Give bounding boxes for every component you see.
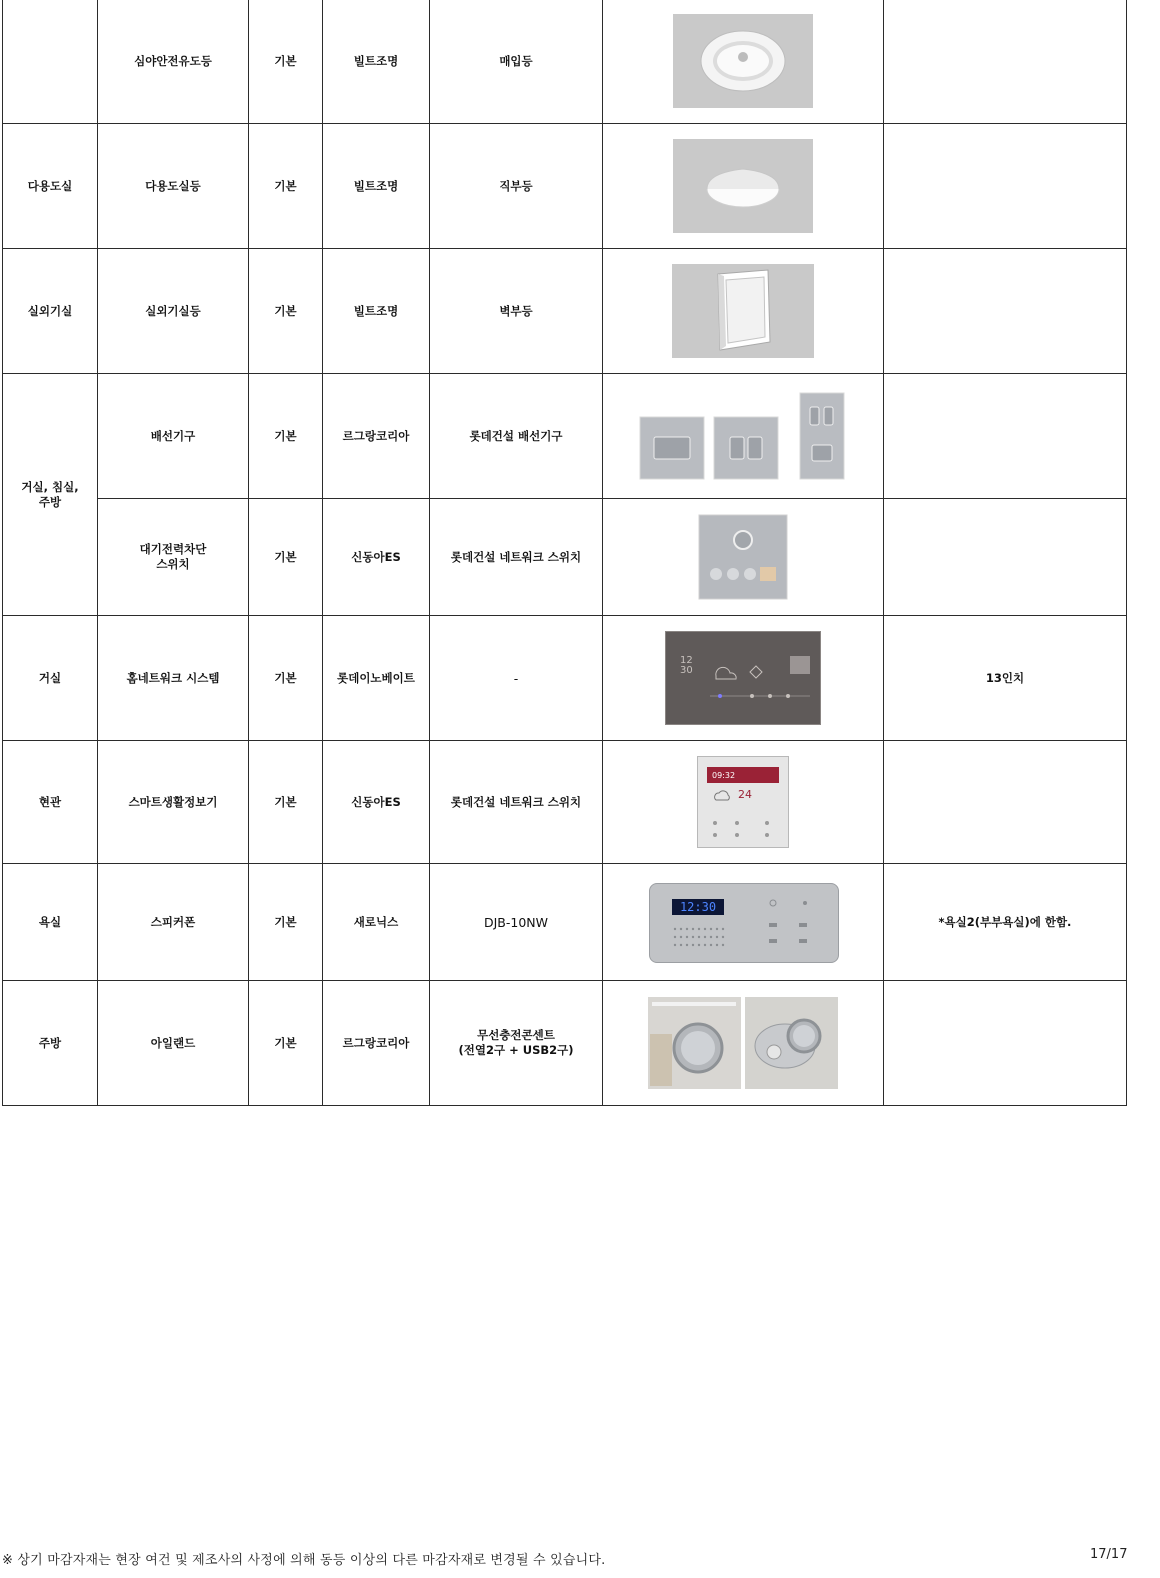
recessed-light-image (673, 14, 813, 108)
table-row (3, 124, 1127, 249)
item-cell: 실외기실등 (98, 249, 249, 374)
image-cell (603, 616, 884, 741)
page-number: 17/17 (1090, 1547, 1128, 1562)
spec-cell: 기본 (249, 0, 323, 124)
image-cell (603, 0, 884, 124)
maker-cell: 르그랑코리아 (323, 981, 430, 1106)
table-row (3, 499, 1127, 616)
spec-cell: 기본 (249, 864, 323, 981)
maker-cell: 빌트조명 (323, 249, 430, 374)
smart-info-display-image (697, 756, 789, 848)
maker-cell: 르그랑코리아 (323, 374, 430, 499)
table-row (3, 981, 1127, 1106)
remark-cell (884, 249, 1127, 374)
wall-switches-image (638, 389, 848, 483)
table-row (3, 374, 1127, 499)
footnote: ※ 상기 마감자재는 현장 여건 및 제조사의 사정에 의해 동등 이상의 다른 마감자재로 변경될 수 있습니다. (2, 1553, 606, 1568)
model-cell: 매입등 (430, 0, 603, 124)
image-cell (603, 499, 884, 616)
speaker-clock-text: 12:30 (672, 899, 724, 915)
spec-cell: 기본 (249, 616, 323, 741)
model-cell: 롯데건설 네트워크 스위치 (430, 499, 603, 616)
table-row (3, 249, 1127, 374)
space-cell: 주방 (3, 981, 98, 1106)
remark-cell (884, 124, 1127, 249)
maker-cell: 신동아ES (323, 741, 430, 864)
item-cell: 대기전력차단 스위치 (98, 499, 249, 616)
home-network-panel-image (665, 631, 821, 725)
panel-clock-text: 12 30 (680, 655, 693, 676)
table-row (3, 0, 1127, 124)
spec-cell: 기본 (249, 499, 323, 616)
remark-cell (884, 981, 1127, 1106)
control-icons (707, 817, 779, 841)
item-cell: 아일랜드 (98, 981, 249, 1106)
maker-cell: 롯데이노베이트 (323, 616, 430, 741)
maker-cell: 빌트조명 (323, 124, 430, 249)
remark-cell (884, 374, 1127, 499)
remark-cell: 13인치 (884, 616, 1127, 741)
space-cell: 거실 (3, 616, 98, 741)
model-cell: 직부등 (430, 124, 603, 249)
item-cell: 홈네트워크 시스템 (98, 616, 249, 741)
info-time-text: 09:32 (712, 771, 736, 780)
remark-cell (884, 0, 1127, 124)
image-cell (603, 124, 884, 249)
item-cell: 심야안전유도등 (98, 0, 249, 124)
item-cell: 스피커폰 (98, 864, 249, 981)
table-row (3, 616, 1127, 741)
wall-light-image (672, 264, 814, 358)
image-cell (603, 374, 884, 499)
model-cell: 벽부등 (430, 249, 603, 374)
image-cell (603, 249, 884, 374)
standby-power-switch-image (698, 514, 788, 600)
space-cell: 다용도실 (3, 124, 98, 249)
space-cell: 욕실 (3, 864, 98, 981)
maker-cell: 빌트조명 (323, 0, 430, 124)
remark-cell (884, 499, 1127, 616)
image-cell (603, 981, 884, 1106)
spec-cell: 기본 (249, 981, 323, 1106)
model-cell: 롯데건설 배선기구 (430, 374, 603, 499)
spec-cell: 기본 (249, 741, 323, 864)
model-cell: - (430, 616, 603, 741)
model-cell: 무선충전콘센트 (전열2구 + USB2구) (430, 981, 603, 1106)
space-cell: 현관 (3, 741, 98, 864)
wireless-charging-outlet-image (648, 996, 838, 1090)
speaker-grille (671, 925, 731, 953)
image-cell (603, 864, 884, 981)
model-cell: DJB-10NW (430, 864, 603, 981)
space-cell: 실외기실 (3, 249, 98, 374)
spec-cell: 기본 (249, 124, 323, 249)
cloud-icon (712, 789, 734, 803)
spec-table (2, 0, 1127, 1106)
item-cell: 다용도실등 (98, 124, 249, 249)
speakerphone-image (645, 879, 841, 965)
weather-icon (700, 646, 820, 706)
maker-cell: 신동아ES (323, 499, 430, 616)
remark-cell: *욕실2(부부욕실)에 한함. (884, 864, 1127, 981)
info-temp-text: 24 (738, 788, 752, 801)
item-cell: 배선기구 (98, 374, 249, 499)
table-row (3, 741, 1127, 864)
image-cell (603, 741, 884, 864)
speaker-buttons (763, 895, 823, 955)
item-cell: 스마트생활정보기 (98, 741, 249, 864)
model-cell: 롯데건설 네트워크 스위치 (430, 741, 603, 864)
spec-cell: 기본 (249, 249, 323, 374)
space-cell: 거실, 침실, 주방 (3, 374, 98, 616)
table-row (3, 864, 1127, 981)
ceiling-light-image (673, 139, 813, 233)
maker-cell: 새로닉스 (323, 864, 430, 981)
space-cell (3, 0, 98, 124)
remark-cell (884, 741, 1127, 864)
spec-cell: 기본 (249, 374, 323, 499)
